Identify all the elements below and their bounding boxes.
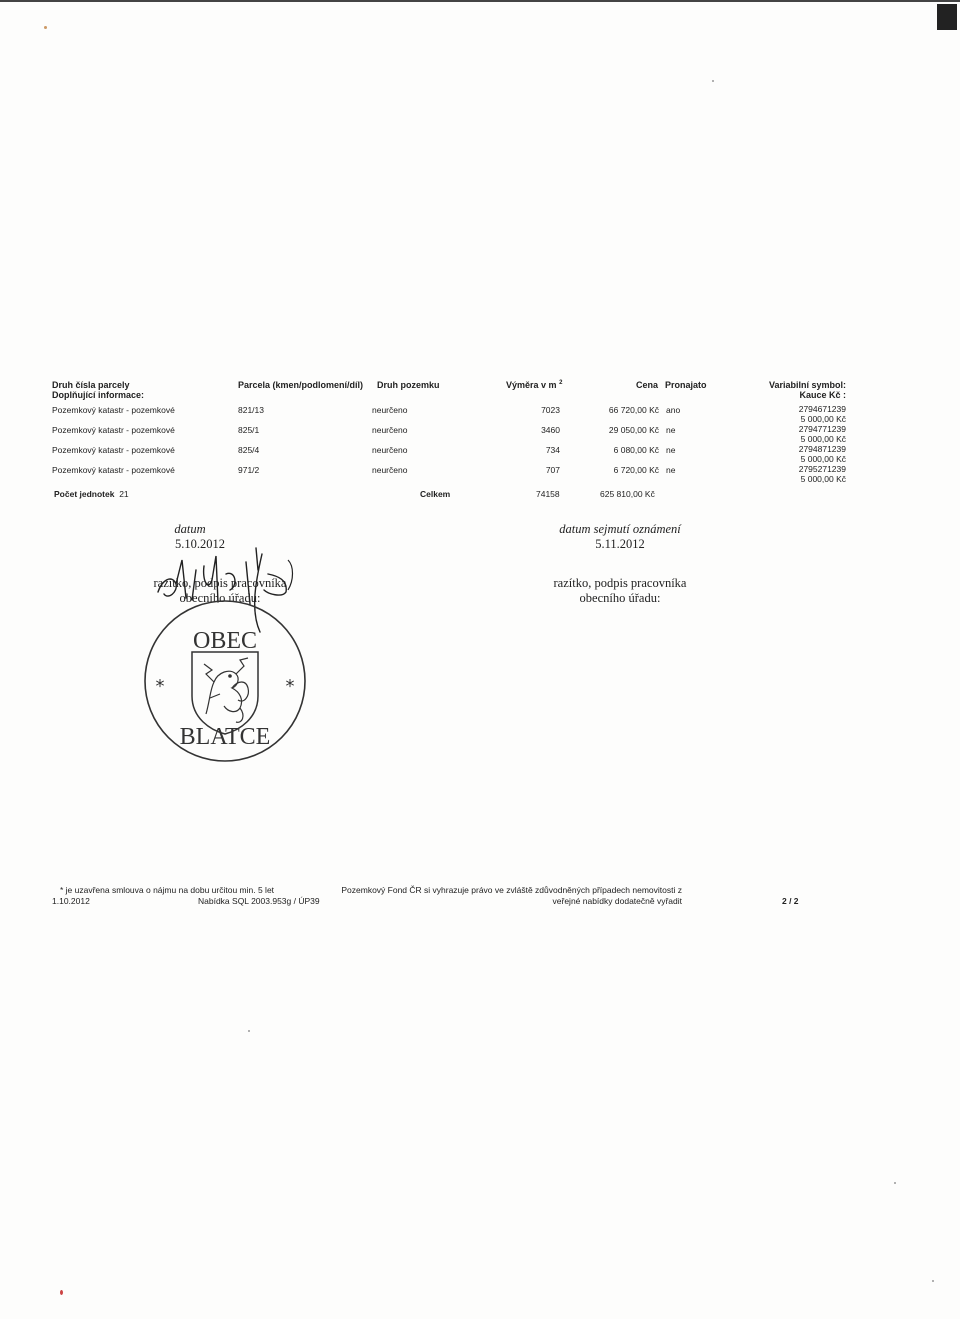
- total-label: Celkem: [420, 489, 451, 499]
- scan-corner-mark: [937, 4, 957, 30]
- cell-variable-symbol: 2795271239: [798, 464, 846, 474]
- header-variable-symbol-label: Variabilní symbol:: [768, 380, 846, 390]
- left-date-label: datum: [174, 522, 206, 536]
- stamp-star-right: *: [285, 676, 295, 697]
- cell-parcel: 825/1: [238, 425, 260, 435]
- footer-offer-id: Nabídka SQL 2003.953g / ÚP39: [198, 896, 320, 906]
- municipal-stamp: [140, 596, 310, 766]
- cell-land-kind: neurčeno: [372, 425, 408, 435]
- cell-area: 734: [545, 445, 560, 455]
- scan-speck: [44, 26, 47, 29]
- header-deposit-label: Kauce Kč :: [799, 390, 846, 400]
- header-variable-symbol: [720, 380, 846, 400]
- cell-parcel-type: Pozemkový katastr - pozemkové: [52, 405, 175, 415]
- unit-count-label: Počet jednotek: [54, 489, 115, 499]
- header-area-label: Výměra v m: [506, 380, 557, 390]
- right-date-label: datum sejmutí oznámení: [559, 522, 681, 536]
- right-sign-caption: [510, 576, 730, 606]
- unit-count-value: 21: [119, 489, 129, 499]
- cell-parcel: 971/2: [238, 465, 260, 475]
- left-date: 5.10.2012: [175, 537, 225, 551]
- cell-parcel: 821/13: [238, 405, 264, 415]
- cell-leased: ne: [666, 425, 676, 435]
- lion-icon: [204, 658, 248, 722]
- cell-variable-symbol: 2794671239: [798, 404, 846, 414]
- header-area: [506, 380, 562, 390]
- stamp-star-left: *: [155, 676, 165, 697]
- footer-reservation-line2: veřejné nabídky dodatečně vyřadit: [552, 896, 682, 906]
- header-additional-info-label: Doplňující informace:: [52, 390, 145, 400]
- cell-land-kind: neurčeno: [372, 405, 408, 415]
- cell-price: 29 050,00 Kč: [608, 425, 659, 435]
- scan-top-border: [0, 0, 960, 2]
- scan-speck: [60, 1290, 63, 1295]
- cell-land-kind: neurčeno: [372, 445, 408, 455]
- cell-deposit: 5 000,00 Kč: [800, 413, 846, 424]
- cell-vs-deposit: [740, 465, 846, 484]
- cell-vs-deposit: [740, 405, 846, 424]
- cell-leased: ano: [666, 405, 681, 415]
- header-price: Cena: [635, 380, 658, 390]
- cell-variable-symbol: 2794871239: [798, 444, 846, 454]
- left-sign-line1: razítko, podpis pracovníka: [153, 576, 287, 590]
- header-parcel: Parcela (kmen/podlomení/díl): [238, 380, 364, 390]
- scan-speck: [932, 1280, 934, 1282]
- cell-price: 66 720,00 Kč: [608, 405, 659, 415]
- scan-speck: [894, 1182, 896, 1184]
- cell-leased: ne: [666, 465, 676, 475]
- page-number: 2 / 2: [782, 896, 799, 906]
- unit-count: [54, 489, 129, 499]
- footer-date: 1.10.2012: [52, 896, 90, 906]
- cell-land-kind: neurčeno: [372, 465, 408, 475]
- scan-speck: [248, 1030, 250, 1032]
- footer-reservation: [330, 885, 682, 907]
- header-land-kind: Druh pozemku: [377, 380, 440, 390]
- cell-area: 3460: [541, 425, 560, 435]
- cell-parcel-type: Pozemkový katastr - pozemkové: [52, 425, 175, 435]
- header-area-exponent: 2: [559, 380, 563, 386]
- cell-parcel-type: Pozemkový katastr - pozemkové: [52, 445, 175, 455]
- right-date: 5.11.2012: [595, 537, 645, 551]
- left-sign-line2: obecního úřadu:: [179, 591, 261, 605]
- right-sign-line1: razítko, podpis pracovníka: [553, 576, 687, 590]
- cell-vs-deposit: [740, 445, 846, 464]
- total-price: 625 810,00 Kč: [600, 489, 655, 499]
- header-parcel-type-label: Druh čísla parcely: [52, 380, 130, 390]
- total-area: 74158: [536, 489, 560, 499]
- cell-variable-symbol: 2794771239: [798, 424, 846, 434]
- footer-reservation-line1: Pozemkový Fond ČR si vyhrazuje právo ve zvláště zdůvodněných případech nemovitosti z: [341, 885, 682, 895]
- header-parcel-type: [52, 380, 144, 400]
- cell-deposit: 5 000,00 Kč: [800, 433, 846, 444]
- cell-deposit: 5 000,00 Kč: [800, 473, 846, 484]
- header-leased: Pronajato: [665, 380, 707, 390]
- cell-parcel: 825/4: [238, 445, 260, 455]
- cell-area: 707: [545, 465, 560, 475]
- scan-speck: [712, 80, 714, 82]
- right-sign-line2: obecního úřadu:: [579, 591, 661, 605]
- footer-lease-note: * je uzavřena smlouva o nájmu na dobu určitou min. 5 let: [60, 885, 275, 895]
- cell-parcel-type: Pozemkový katastr - pozemkové: [52, 465, 175, 475]
- cell-deposit: 5 000,00 Kč: [800, 453, 846, 464]
- cell-area: 7023: [541, 405, 560, 415]
- cell-price: 6 720,00 Kč: [613, 465, 659, 475]
- cell-price: 6 080,00 Kč: [613, 445, 659, 455]
- cell-vs-deposit: [740, 425, 846, 444]
- stamp-top-text: OBEC: [192, 628, 258, 654]
- cell-leased: ne: [666, 445, 676, 455]
- stamp-bottom-text: BLATCE: [179, 724, 271, 750]
